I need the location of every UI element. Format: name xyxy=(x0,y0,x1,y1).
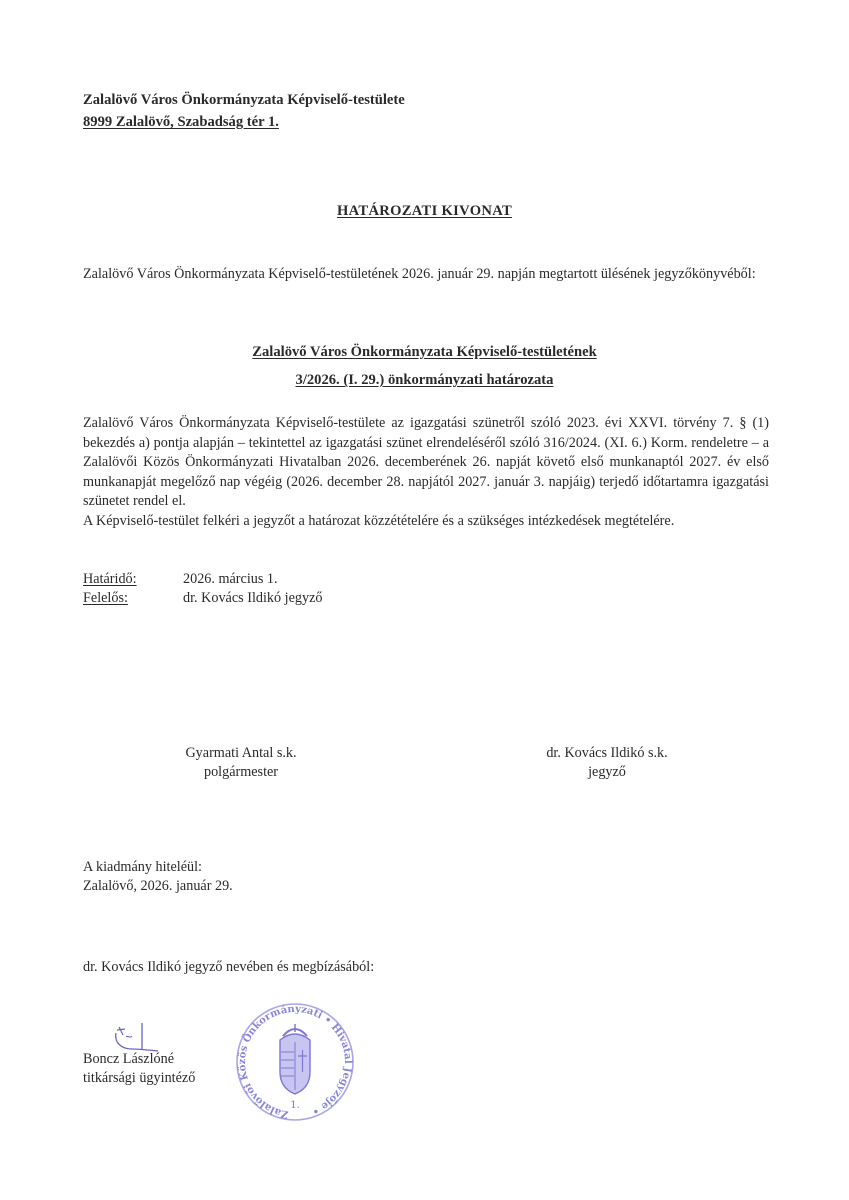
organization-address: 8999 Zalalövő, Szabadság tér 1. xyxy=(83,114,279,130)
official-stamp-icon xyxy=(228,1000,363,1125)
document-title: HATÁROZATI KIVONAT xyxy=(337,203,512,219)
intro-text: Zalalövő Város Önkormányzata Képviselő-testületének 2026. január 29. napján megtartott ülésének jegyzőkönyvéből: xyxy=(83,266,756,282)
mayor-signature-block xyxy=(180,744,302,782)
resolution-body xyxy=(83,414,769,531)
resolution-title-line1-text: Zalalövő Város Önkormányzata Képviselő-testületének xyxy=(252,344,597,360)
responsible-row xyxy=(83,590,322,607)
signer-name: Boncz Lászlóné xyxy=(83,1051,174,1067)
deadline-value: 2026. március 1. xyxy=(183,571,278,587)
resolution-title-line1 xyxy=(0,344,849,361)
notary-name: dr. Kovács Ildikó s.k. xyxy=(546,745,668,761)
notary-signature-block xyxy=(532,744,682,782)
mayor-title: polgármester xyxy=(203,764,279,780)
signer-title: titkársági ügyintéző xyxy=(83,1070,196,1086)
resolution-paragraph-2: A Képviselő-testület felkéri a jegyzőt a határozat közzétételére és a szükséges intézkedések megtételére. xyxy=(83,512,675,529)
deadline-label: Határidő: xyxy=(83,571,137,587)
responsible-label: Felelős: xyxy=(83,590,128,606)
resolution-paragraph-1: Zalalövő Város Önkormányzata Képviselő-testülete az igazgatási szünetről szóló 2023. évi XXVI. törvény 7. § (1) bekezdés a) pontja alapján – tekintettel az igazgatási szünet elrendeléséről szóló 316/2024. (XI. 6.) Korm. rendeletre – a Zalalövői Közös Önkormányzati Hivatalban 2026. decemberének 26. napját követő első munkanaptól 2027. év első munkanapját megelőző nap végéig (2026. december 28. napjától 2027. január 3. napjáig) terjedő időtartamra igazgatási szünetet rendel el. xyxy=(83,415,769,509)
on-behalf-text: dr. Kovács Ildikó jegyző nevében és megbízásából: xyxy=(83,959,375,975)
mayor-name: Gyarmati Antal s.k. xyxy=(185,745,297,761)
organization-name: Zalalövő Város Önkormányzata Képviselő-testülete xyxy=(83,92,405,108)
deadline-row xyxy=(83,571,278,588)
resolution-title-line2 xyxy=(0,372,849,389)
signer-block xyxy=(83,1050,195,1088)
authentication-line1: A kiadmány hiteléül: xyxy=(83,859,202,875)
svg-text:Zalalövői Közös Önkormányzati: Zalalövői Közös Önkormányzati • Hivatal Jegyzője • xyxy=(237,1003,354,1120)
authentication-block xyxy=(83,858,233,896)
resolution-title-line2-text: 3/2026. (I. 29.) önkormányzati határozata xyxy=(295,372,554,388)
notary-title: jegyző xyxy=(588,764,626,780)
responsible-value: dr. Kovács Ildikó jegyző xyxy=(183,590,323,606)
authentication-place-date: Zalalövő, 2026. január 29. xyxy=(83,878,233,894)
stamp-number: 1. xyxy=(290,1100,300,1111)
